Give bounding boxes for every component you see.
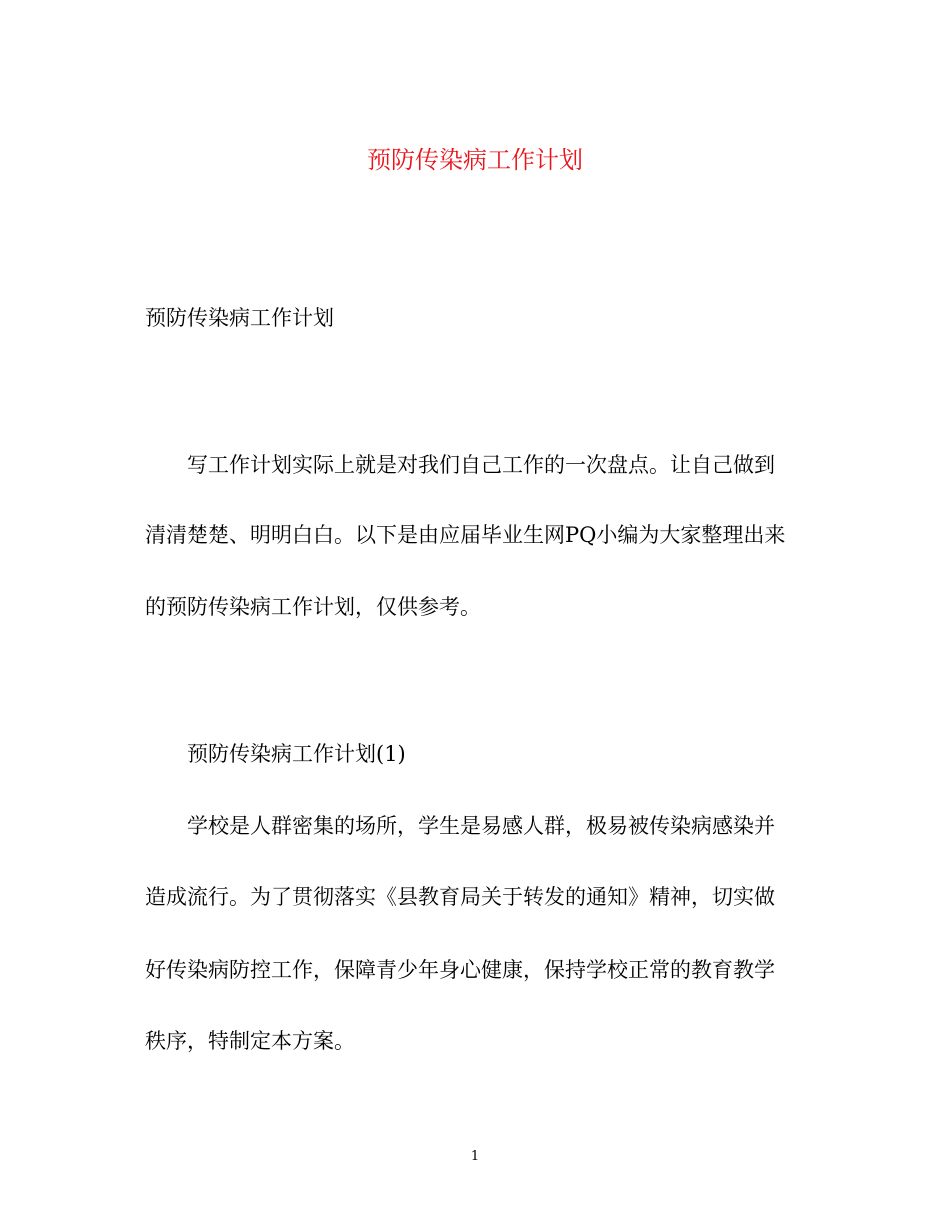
body-paragraph-line-4: 秩序，特制定本方案。 (145, 1029, 355, 1053)
page-number: 1 (470, 1149, 480, 1164)
intro-paragraph-line-3: 的预防传染病工作计划，仅供参考。 (145, 595, 481, 619)
section-heading: 预防传染病工作计划(1) (187, 742, 406, 766)
body-paragraph-line-1: 学校是人群密集的场所，学生是易感人群，极易被传染病感染并 (187, 814, 775, 838)
intro-paragraph-line-2: 清清楚楚、明明白白。以下是由应届毕业生网PQ小编为大家整理出来 (145, 523, 786, 547)
document-title: 预防传染病工作计划 (367, 146, 583, 174)
body-paragraph-line-2: 造成流行。为了贯彻落实《县教育局关于转发的通知》精神，切实做 (145, 885, 775, 909)
document-subtitle: 预防传染病工作计划 (145, 306, 334, 330)
intro-paragraph-line-1: 写工作计划实际上就是对我们自己工作的一次盘点。让自己做到 (187, 453, 775, 477)
body-paragraph-line-3: 好传染病防控工作，保障青少年身心健康，保持学校正常的教育教学 (145, 958, 775, 982)
